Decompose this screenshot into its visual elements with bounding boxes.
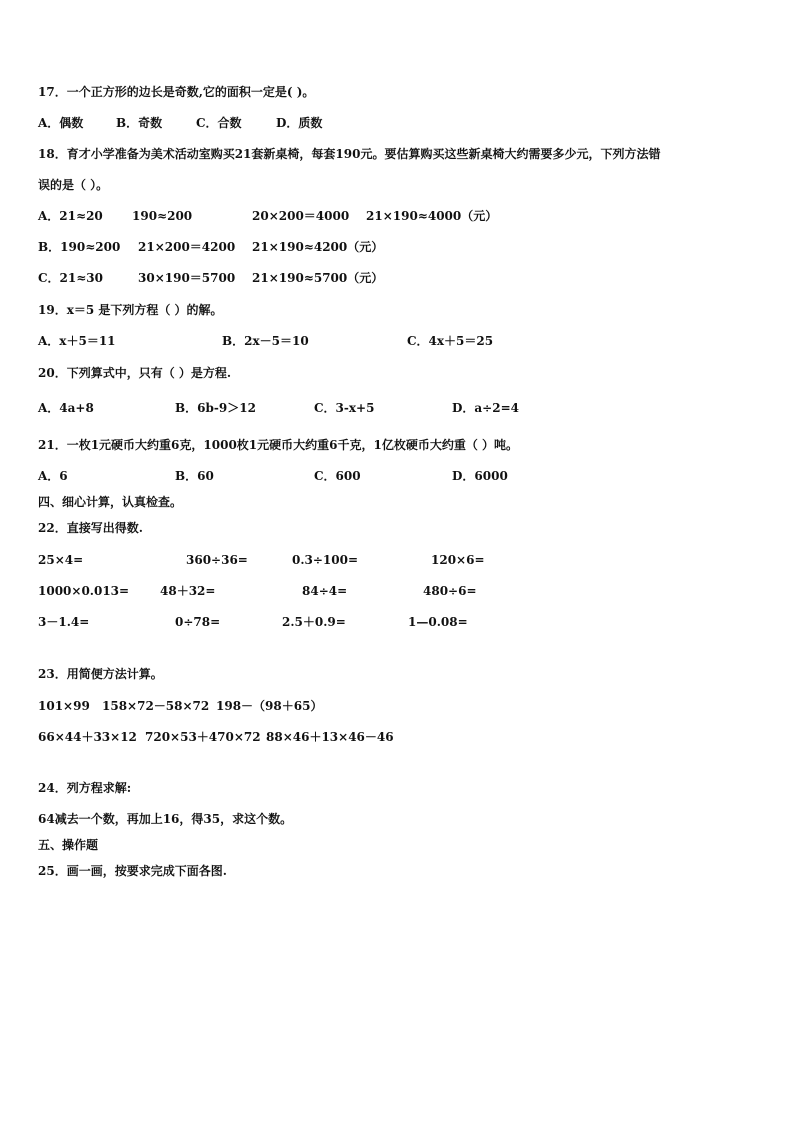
q18-a-step1: A．21≈20 [38,209,103,223]
q19-option-a: A．x＋5＝11 [38,334,116,348]
q21-option-a: A．6 [38,469,68,483]
q22-item: 3－1.4= [38,615,90,629]
q18-b-step3: 21×190≈4200（元） [252,240,384,254]
q22-stem: 22．直接写出得数. [38,521,143,535]
q17-stem: 17．一个正方形的边长是奇数,它的面积一定是( )。 [38,85,315,99]
q25-stem: 25．画一画，按要求完成下面各图. [38,864,227,878]
q19-option-b: B．2x－5＝10 [222,334,309,348]
q21-option-b: B．60 [175,469,214,483]
q19-option-c: C．4x＋5＝25 [407,334,494,348]
q20-option-b: B．6b-9＞12 [175,401,256,415]
q21-option-c: C．600 [314,469,361,483]
q22-item: 360÷36= [186,553,248,567]
q17-option-b: B．奇数 [116,116,163,130]
q18-b-step1: B．190≈200 [38,240,121,254]
q23-item: 88×46＋13×46－46 [266,730,394,744]
q21-option-d: D．6000 [452,469,508,483]
q19-stem: 19．x＝5 是下列方程（ ）的解。 [38,303,223,317]
q22-item: 0÷78= [175,615,221,629]
q20-option-d: D．a÷2=4 [452,401,519,415]
q17-option-c: C．合数 [196,116,242,130]
q22-item: 2.5＋0.9= [282,615,346,629]
q18-a-step2: 190≈200 [132,209,193,223]
q22-item: 48＋32= [160,584,216,598]
q18-c-step1: C．21≈30 [38,271,104,285]
q22-item: 120×6= [431,553,485,567]
q23-item: 720×53＋470×72 [145,730,261,744]
q18-a-step3: 20×200＝4000 [252,209,350,223]
section-5-heading: 五、操作题 [38,838,99,852]
q18-c-step2: 30×190＝5700 [138,271,236,285]
q23-item: 158×72－58×72 [102,699,210,713]
section-4-heading: 四、细心计算，认真检查。 [38,495,183,509]
q18-stem-line2: 误的是（ ）。 [38,178,109,192]
q22-item: 1—0.08= [408,615,468,629]
q18-c-step3: 21×190≈5700（元） [252,271,384,285]
q23-item: 66×44＋33×12 [38,730,137,744]
q18-stem-line1: 18．育才小学准备为美术活动室购买21套新桌椅，每套190元。要估算购买这些新桌椅大约需要多少元，下列方法错 [38,147,661,161]
q20-stem: 20．下列算式中，只有（ ）是方程. [38,366,232,380]
q24-stem: 24．列方程求解: [38,781,132,795]
q22-item: 25×4= [38,553,84,567]
q20-option-c: C．3-x+5 [314,401,375,415]
q17-option-d: D．质数 [276,116,323,130]
q23-stem: 23．用简便方法计算。 [38,667,163,681]
q17-option-a: A．偶数 [38,116,84,130]
q22-item: 480÷6= [423,584,477,598]
q24-text: 64减去一个数，再加上16，得35，求这个数。 [38,812,293,826]
q22-item: 0.3÷100= [292,553,359,567]
q22-item: 1000×0.013= [38,584,130,598]
q21-stem: 21．一枚1元硬币大约重6克，1000枚1元硬币大约重6千克，1亿枚硬币大约重（ ）吨。 [38,438,519,452]
q23-item: 198－（98＋65） [216,699,323,713]
q18-b-step2: 21×200＝4200 [138,240,236,254]
q23-item: 101×99 [38,699,90,713]
q18-a-step4: 21×190≈4000（元） [366,209,498,223]
q20-option-a: A．4a+8 [38,401,94,415]
q22-item: 84÷4= [302,584,348,598]
